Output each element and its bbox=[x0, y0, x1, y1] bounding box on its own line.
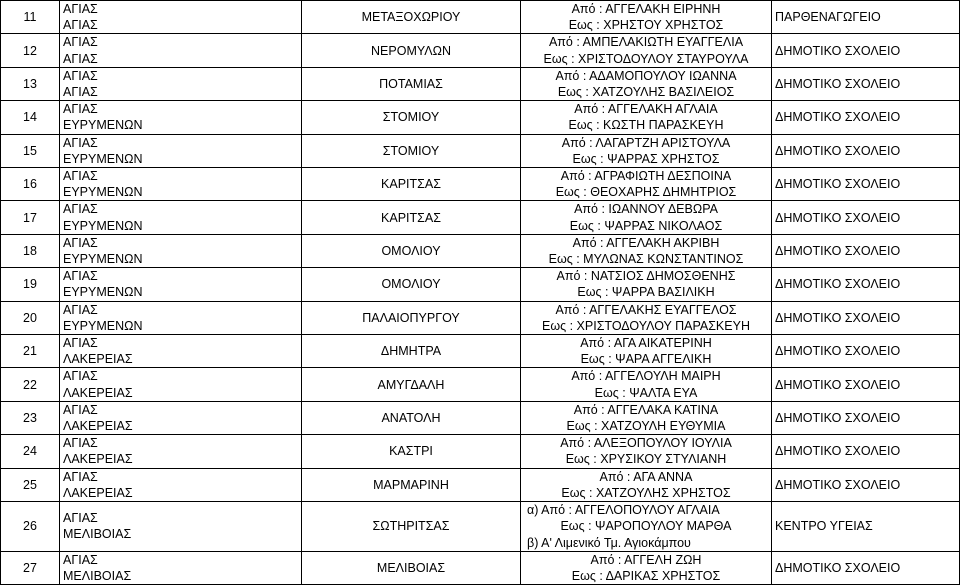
municipality-cell bbox=[60, 502, 302, 552]
row-number: 12 bbox=[23, 43, 37, 58]
row-number: 26 bbox=[23, 519, 37, 534]
voters-range-to: Εως : ΨΑΡΡΑΣ ΝΙΚΟΛΑΟΣ bbox=[569, 218, 723, 233]
row-number-cell bbox=[1, 201, 60, 234]
municipal-unit-name: ΕΥΡΥΜΕΝΩΝ bbox=[63, 318, 143, 333]
table-row bbox=[1, 201, 960, 234]
community-cell bbox=[302, 301, 521, 334]
community-cell bbox=[302, 1, 521, 34]
municipality-cell bbox=[60, 468, 302, 501]
municipality-cell bbox=[60, 401, 302, 434]
voters-range-to: Εως : ΨΑΡΡΑΣ ΧΡΗΣΤΟΣ bbox=[572, 151, 720, 166]
row-number: 21 bbox=[23, 344, 37, 359]
voters-range-to: Εως : ΧΑΤΖΟΥΛΗ ΕΥΘΥΜΙΑ bbox=[566, 419, 726, 434]
municipal-unit-name: ΕΥΡΥΜΕΝΩΝ bbox=[63, 185, 143, 200]
voters-range-to: Εως : ΨΑΛΤΑ ΕΥΑ bbox=[594, 385, 698, 400]
voters-range-extra: β) Α' Λιμενικό Τμ. Αγιοκάμπου bbox=[527, 535, 691, 550]
voters-range-cell bbox=[521, 301, 772, 334]
row-number: 17 bbox=[23, 210, 37, 225]
municipality-name: ΑΓΙΑΣ bbox=[63, 169, 98, 184]
row-number-cell bbox=[1, 401, 60, 434]
community-cell bbox=[302, 234, 521, 267]
municipality-name: ΑΓΙΑΣ bbox=[63, 202, 98, 217]
voters-range-from: α) Από : ΑΓΓΕΛΟΠΟΥΛΟΥ ΑΓΛΑΙΑ bbox=[527, 503, 720, 518]
municipal-unit-name: ΕΥΡΥΜΕΝΩΝ bbox=[63, 252, 143, 267]
municipality-cell bbox=[60, 368, 302, 401]
community-name: ΚΑΡΙΤΣΑΣ bbox=[381, 177, 441, 192]
table-row bbox=[1, 234, 960, 267]
municipality-name: ΑΓΙΑΣ bbox=[63, 336, 98, 351]
voters-range-to: Εως : ΧΡΙΣΤΟΔΟΥΛΟΥ ΠΑΡΑΣΚΕΥΗ bbox=[542, 318, 750, 333]
community-cell bbox=[302, 401, 521, 434]
voters-range-to: Εως : ΨΑΡΟΠΟΥΛΟΥ ΜΑΡΘΑ bbox=[560, 519, 732, 534]
community-cell bbox=[302, 502, 521, 552]
polling-place-cell bbox=[772, 168, 960, 201]
polling-place-cell bbox=[772, 301, 960, 334]
municipality-name: ΑΓΙΑΣ bbox=[63, 402, 98, 417]
municipal-unit-name: ΛΑΚΕΡΕΙΑΣ bbox=[63, 419, 133, 434]
voters-range-cell bbox=[521, 134, 772, 167]
voters-range-to: Εως : ΧΡΙΣΤΟΔΟΥΛΟΥ ΣΤΑΥΡΟΥΛΑ bbox=[543, 51, 749, 66]
voters-range-from: Από : ΑΔΑΜΟΠΟΥΛΟΥ ΙΩΑΝΝΑ bbox=[555, 68, 737, 83]
voters-range-from: Από : ΑΓΓΕΛΑΚΑ ΚΑΤΙΝΑ bbox=[573, 402, 719, 417]
row-number-cell bbox=[1, 234, 60, 267]
voters-range-cell bbox=[521, 368, 772, 401]
table-body bbox=[1, 1, 960, 585]
row-number: 19 bbox=[23, 277, 37, 292]
municipality-cell bbox=[60, 234, 302, 267]
municipal-unit-name: ΛΑΚΕΡΕΙΑΣ bbox=[63, 352, 133, 367]
row-number: 24 bbox=[23, 444, 37, 459]
community-name: ΚΑΡΙΤΣΑΣ bbox=[381, 210, 441, 225]
municipality-name: ΑΓΙΑΣ bbox=[63, 68, 98, 83]
voters-range-from: Από : ΑΓΓΕΛΑΚΗ ΕΙΡΗΝΗ bbox=[571, 2, 721, 16]
voters-range-to: Εως : ΔΑΡΙΚΑΣ ΧΡΗΣΤΟΣ bbox=[571, 568, 721, 583]
municipality-cell bbox=[60, 435, 302, 468]
polling-place-cell bbox=[772, 134, 960, 167]
row-number-cell bbox=[1, 134, 60, 167]
polling-place-cell bbox=[772, 34, 960, 67]
voters-range-from: Από : ΛΑΓΑΡΤΖΗ ΑΡΙΣΤΟΥΛΑ bbox=[561, 135, 731, 150]
municipality-cell bbox=[60, 268, 302, 301]
row-number-cell bbox=[1, 551, 60, 584]
polling-place-name: ΔΗΜΟΤΙΚΟ ΣΧΟΛΕΙΟ bbox=[775, 310, 901, 325]
voters-range-cell bbox=[521, 1, 772, 34]
polling-place-cell bbox=[772, 551, 960, 584]
row-number: 11 bbox=[23, 10, 37, 25]
voters-range-cell bbox=[521, 435, 772, 468]
voters-range-from: Από : ΙΩΑΝΝΟΥ ΔΕΒΩΡΑ bbox=[574, 202, 718, 217]
municipality-name: ΑΓΙΑΣ bbox=[63, 302, 98, 317]
row-number: 25 bbox=[23, 477, 37, 492]
voters-range-to: Εως : ΧΑΤΖΟΥΛΗΣ ΒΑΣΙΛΕΙΟΣ bbox=[557, 85, 735, 100]
voters-range-cell bbox=[521, 234, 772, 267]
voters-range-cell bbox=[521, 67, 772, 100]
polling-place-name: ΠΑΡΘΕΝΑΓΩΓΕΙΟ bbox=[775, 10, 881, 25]
municipality-name: ΑΓΙΑΣ bbox=[63, 2, 98, 16]
community-name: ΠΟΤΑΜΙΑΣ bbox=[379, 76, 443, 91]
voters-range-cell bbox=[521, 34, 772, 67]
municipality-cell bbox=[60, 335, 302, 368]
row-number-cell bbox=[1, 268, 60, 301]
row-number: 20 bbox=[23, 310, 37, 325]
polling-place-name: ΚΕΝΤΡΟ ΥΓΕΙΑΣ bbox=[775, 519, 873, 534]
community-name: ΣΩΤΗΡΙΤΣΑΣ bbox=[372, 519, 450, 534]
community-name: ΣΤΟΜΙΟΥ bbox=[382, 110, 440, 125]
community-cell bbox=[302, 368, 521, 401]
community-cell bbox=[302, 268, 521, 301]
community-name: ΟΜΟΛΙΟΥ bbox=[381, 243, 441, 258]
voters-range-to: Εως : ΧΑΤΖΟΥΛΗΣ ΧΡΗΣΤΟΣ bbox=[561, 485, 731, 500]
municipality-name: ΑΓΙΑΣ bbox=[63, 135, 98, 150]
polling-place-cell bbox=[772, 101, 960, 134]
municipality-cell bbox=[60, 301, 302, 334]
municipality-cell bbox=[60, 1, 302, 34]
polling-place-name: ΔΗΜΟΤΙΚΟ ΣΧΟΛΕΙΟ bbox=[775, 76, 901, 91]
municipal-unit-name: ΕΥΡΥΜΕΝΩΝ bbox=[63, 151, 143, 166]
polling-place-name: ΔΗΜΟΤΙΚΟ ΣΧΟΛΕΙΟ bbox=[775, 444, 901, 459]
municipality-cell bbox=[60, 101, 302, 134]
municipality-name: ΑΓΙΑΣ bbox=[63, 102, 98, 117]
community-name: ΜΕΤΑΞΟΧΩΡΙΟΥ bbox=[361, 10, 461, 25]
community-cell bbox=[302, 101, 521, 134]
row-number-cell bbox=[1, 435, 60, 468]
community-cell bbox=[302, 134, 521, 167]
municipal-unit-name: ΕΥΡΥΜΕΝΩΝ bbox=[63, 118, 143, 133]
community-name: ΝΕΡΟΜΥΛΩΝ bbox=[371, 43, 451, 58]
polling-place-name: ΔΗΜΟΤΙΚΟ ΣΧΟΛΕΙΟ bbox=[775, 344, 901, 359]
row-number: 14 bbox=[23, 110, 37, 125]
community-cell bbox=[302, 67, 521, 100]
voters-range-cell bbox=[521, 335, 772, 368]
municipality-cell bbox=[60, 67, 302, 100]
polling-place-name: ΔΗΜΟΤΙΚΟ ΣΧΟΛΕΙΟ bbox=[775, 377, 901, 392]
voters-range-to: Εως : ΨΑΡΑ ΑΓΓΕΛΙΚΗ bbox=[580, 352, 712, 367]
voters-range-to: Εως : ΧΡΗΣΤΟΥ ΧΡΗΣΤΟΣ bbox=[568, 18, 724, 33]
row-number-cell bbox=[1, 168, 60, 201]
voters-range-cell bbox=[521, 101, 772, 134]
polling-place-name: ΔΗΜΟΤΙΚΟ ΣΧΟΛΕΙΟ bbox=[775, 410, 901, 425]
row-number-cell bbox=[1, 335, 60, 368]
row-number-cell bbox=[1, 301, 60, 334]
table-row bbox=[1, 268, 960, 301]
voters-range-from: Από : ΑΓΓΕΛΑΚΗΣ ΕΥΑΓΓΕΛΟΣ bbox=[555, 302, 737, 317]
voters-range-from: Από : ΑΓΑ ΑΙΚΑΤΕΡΙΝΗ bbox=[580, 336, 712, 351]
municipality-cell bbox=[60, 134, 302, 167]
polling-place-name: ΔΗΜΟΤΙΚΟ ΣΧΟΛΕΙΟ bbox=[775, 277, 901, 292]
row-number-cell bbox=[1, 502, 60, 552]
polling-place-name: ΔΗΜΟΤΙΚΟ ΣΧΟΛΕΙΟ bbox=[775, 210, 901, 225]
table-row bbox=[1, 34, 960, 67]
community-cell bbox=[302, 435, 521, 468]
voters-range-cell bbox=[521, 401, 772, 434]
polling-place-cell bbox=[772, 234, 960, 267]
municipality-name: ΑΓΙΑΣ bbox=[63, 235, 98, 250]
voters-range-from: Από : ΑΓΓΕΛΑΚΗ ΑΓΛΑΙΑ bbox=[574, 102, 718, 117]
polling-place-cell bbox=[772, 67, 960, 100]
community-name: ΟΜΟΛΙΟΥ bbox=[381, 277, 441, 292]
municipality-name: ΑΓΙΑΣ bbox=[63, 436, 98, 451]
table-row bbox=[1, 368, 960, 401]
voters-range-cell bbox=[521, 468, 772, 501]
polling-place-cell bbox=[772, 468, 960, 501]
municipality-name: ΑΓΙΑΣ bbox=[63, 469, 98, 484]
row-number: 13 bbox=[23, 76, 37, 91]
voters-range-to: Εως : ΜΥΛΩΝΑΣ ΚΩΝΣΤΑΝΤΙΝΟΣ bbox=[548, 252, 744, 267]
table-row bbox=[1, 401, 960, 434]
community-name: ΑΜΥΓΔΑΛΗ bbox=[377, 377, 445, 392]
municipal-unit-name: ΛΑΚΕΡΕΙΑΣ bbox=[63, 485, 133, 500]
row-number-cell bbox=[1, 468, 60, 501]
polling-place-name: ΔΗΜΟΤΙΚΟ ΣΧΟΛΕΙΟ bbox=[775, 143, 901, 158]
table-row bbox=[1, 134, 960, 167]
municipality-name: ΑΓΙΑΣ bbox=[63, 35, 98, 50]
municipality-name: ΑΓΙΑΣ bbox=[63, 369, 98, 384]
row-number: 27 bbox=[23, 560, 37, 575]
row-number-cell bbox=[1, 1, 60, 34]
table-row bbox=[1, 435, 960, 468]
community-cell bbox=[302, 551, 521, 584]
community-name: ΠΑΛΑΙΟΠΥΡΓΟΥ bbox=[362, 310, 460, 325]
table-row bbox=[1, 468, 960, 501]
polling-place-cell bbox=[772, 268, 960, 301]
polling-place-name: ΔΗΜΟΤΙΚΟ ΣΧΟΛΕΙΟ bbox=[775, 477, 901, 492]
community-name: ΜΑΡΜΑΡΙΝΗ bbox=[373, 477, 449, 492]
voters-range-cell bbox=[521, 168, 772, 201]
voters-range-cell bbox=[521, 201, 772, 234]
row-number-cell bbox=[1, 368, 60, 401]
municipal-unit-name: ΛΑΚΕΡΕΙΑΣ bbox=[63, 452, 133, 467]
municipality-cell bbox=[60, 551, 302, 584]
voters-range-from: Από : ΑΓΓΕΛΗ ΖΩΗ bbox=[590, 552, 702, 567]
polling-place-cell bbox=[772, 435, 960, 468]
municipality-cell bbox=[60, 201, 302, 234]
polling-place-cell bbox=[772, 1, 960, 34]
table-row bbox=[1, 168, 960, 201]
municipality-name: ΑΓΙΑΣ bbox=[63, 552, 98, 567]
row-number-cell bbox=[1, 34, 60, 67]
municipal-unit-name: ΕΥΡΥΜΕΝΩΝ bbox=[63, 218, 143, 233]
municipal-unit-name: ΑΓΙΑΣ bbox=[63, 18, 98, 33]
municipality-cell bbox=[60, 34, 302, 67]
polling-place-name: ΔΗΜΟΤΙΚΟ ΣΧΟΛΕΙΟ bbox=[775, 43, 901, 58]
voters-range-to: Εως : ΘΕΟΧΑΡΗΣ ΔΗΜΗΤΡΙΟΣ bbox=[555, 185, 737, 200]
voters-range-to: Εως : ΚΩΣΤΗ ΠΑΡΑΣΚΕΥΗ bbox=[568, 118, 724, 133]
row-number-cell bbox=[1, 101, 60, 134]
polling-place-name: ΔΗΜΟΤΙΚΟ ΣΧΟΛΕΙΟ bbox=[775, 560, 901, 575]
voters-range-from: Από : ΑΓΑ ΑΝΝΑ bbox=[599, 469, 693, 484]
voters-range-from: Από : ΝΑΤΣΙΟΣ ΔΗΜΟΣΘΕΝΗΣ bbox=[556, 269, 736, 284]
row-number: 22 bbox=[23, 377, 37, 392]
polling-place-cell bbox=[772, 368, 960, 401]
table-row bbox=[1, 301, 960, 334]
municipality-cell bbox=[60, 168, 302, 201]
voters-range-from: Από : ΑΓΓΕΛΟΥΛΗ ΜΑΙΡΗ bbox=[571, 369, 721, 384]
row-number: 18 bbox=[23, 243, 37, 258]
voters-range-from: Από : ΑΓΓΕΛΑΚΗ ΑΚΡΙΒΗ bbox=[572, 235, 720, 250]
polling-place-name: ΔΗΜΟΤΙΚΟ ΣΧΟΛΕΙΟ bbox=[775, 243, 901, 258]
voters-range-from: Από : ΑΓΡΑΦΙΩΤΗ ΔΕΣΠΟΙΝΑ bbox=[560, 169, 732, 184]
polling-place-name: ΔΗΜΟΤΙΚΟ ΣΧΟΛΕΙΟ bbox=[775, 177, 901, 192]
community-name: ΚΑΣΤΡΙ bbox=[389, 444, 433, 459]
municipal-unit-name: ΛΑΚΕΡΕΙΑΣ bbox=[63, 385, 133, 400]
voters-range-to: Εως : ΧΡΥΣΙΚΟΥ ΣΤΥΛΙΑΝΗ bbox=[565, 452, 727, 467]
community-cell bbox=[302, 201, 521, 234]
polling-place-cell bbox=[772, 201, 960, 234]
community-name: ΔΗΜΗΤΡΑ bbox=[380, 344, 442, 359]
municipal-unit-name: ΑΓΙΑΣ bbox=[63, 85, 98, 100]
municipal-unit-name: ΜΕΛΙΒΟΙΑΣ bbox=[63, 527, 132, 542]
community-name: ΑΝΑΤΟΛΗ bbox=[381, 410, 441, 425]
polling-place-cell bbox=[772, 401, 960, 434]
row-number: 16 bbox=[23, 177, 37, 192]
polling-place-name: ΔΗΜΟΤΙΚΟ ΣΧΟΛΕΙΟ bbox=[775, 110, 901, 125]
voters-range-cell bbox=[521, 551, 772, 584]
polling-place-cell bbox=[772, 502, 960, 552]
polling-place-cell bbox=[772, 335, 960, 368]
voters-range-from: Από : ΑΛΕΞΟΠΟΥΛΟΥ ΙΟΥΛΙΑ bbox=[560, 436, 732, 451]
row-number: 15 bbox=[23, 143, 37, 158]
row-number: 23 bbox=[23, 410, 37, 425]
community-cell bbox=[302, 34, 521, 67]
municipality-name: ΑΓΙΑΣ bbox=[63, 511, 98, 526]
voters-range-to: Εως : ΨΑΡΡΑ ΒΑΣΙΛΙΚΗ bbox=[577, 285, 715, 300]
community-cell bbox=[302, 168, 521, 201]
table-row bbox=[1, 551, 960, 584]
municipal-unit-name: ΜΕΛΙΒΟΙΑΣ bbox=[63, 568, 132, 583]
community-cell bbox=[302, 335, 521, 368]
municipality-name: ΑΓΙΑΣ bbox=[63, 269, 98, 284]
community-name: ΣΤΟΜΙΟΥ bbox=[382, 143, 440, 158]
table-row bbox=[1, 1, 960, 34]
table-row bbox=[1, 67, 960, 100]
table-row bbox=[1, 502, 960, 552]
table-row bbox=[1, 335, 960, 368]
voters-range-cell bbox=[521, 268, 772, 301]
voters-range-from: Από : ΑΜΠΕΛΑΚΙΩΤΗ ΕΥΑΓΓΕΛΙΑ bbox=[548, 35, 744, 50]
municipal-unit-name: ΕΥΡΥΜΕΝΩΝ bbox=[63, 285, 143, 300]
voters-range-cell bbox=[521, 502, 772, 552]
table-row bbox=[1, 101, 960, 134]
community-cell bbox=[302, 468, 521, 501]
municipal-unit-name: ΑΓΙΑΣ bbox=[63, 51, 98, 66]
community-name: ΜΕΛΙΒΟΙΑΣ bbox=[376, 560, 446, 575]
row-number-cell bbox=[1, 67, 60, 100]
